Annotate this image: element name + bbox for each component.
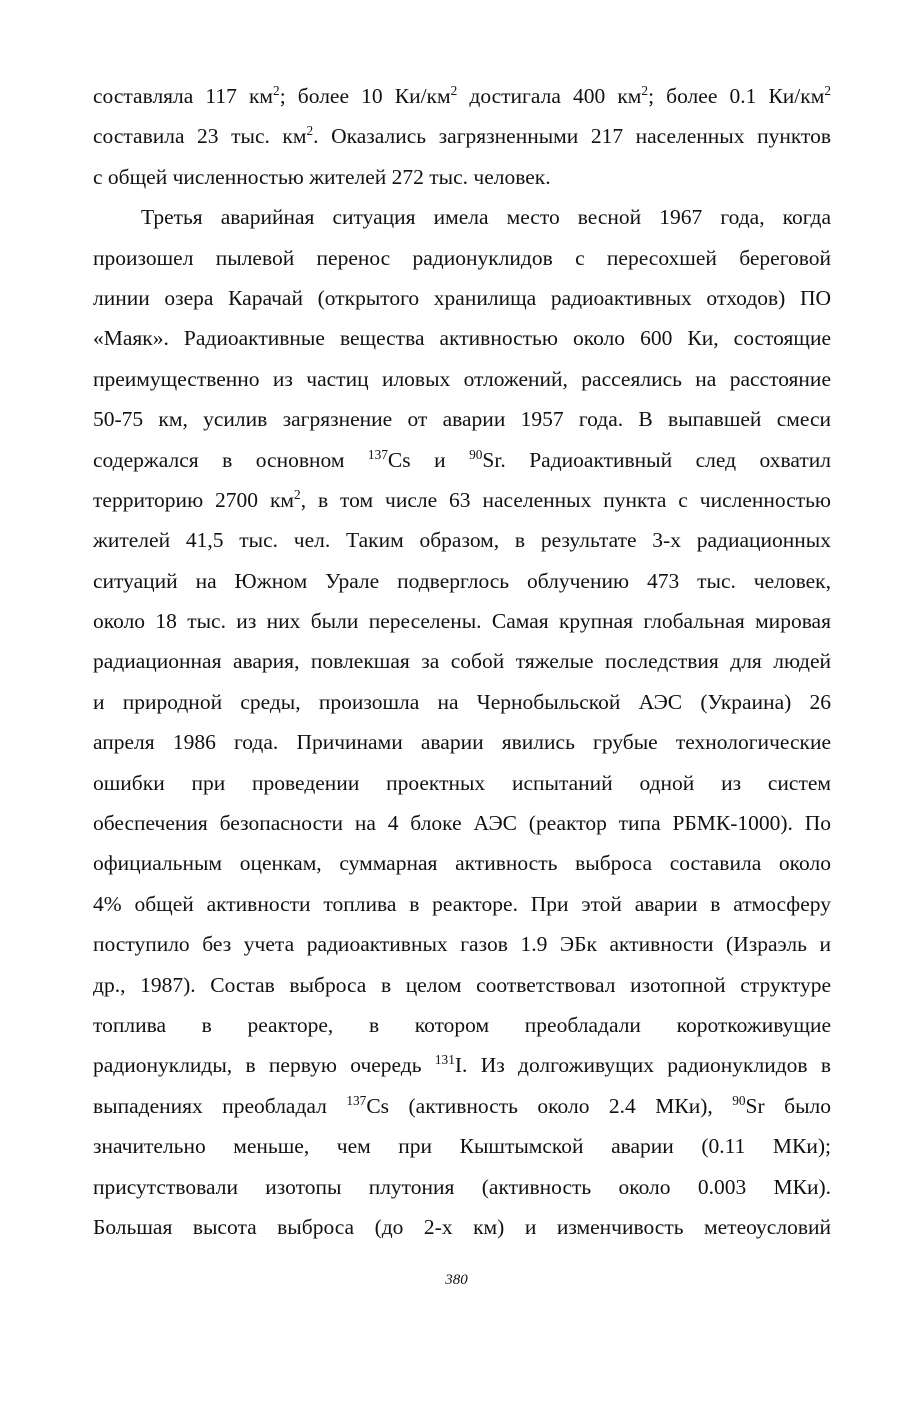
text-span: Cs (активность около 2.4 МКи), [366, 1093, 733, 1118]
text-span: I. Из долгоживущих радионуклидов в [454, 1053, 831, 1078]
text-line: др., 1987). Состав выброса в целом соответствовал изотопной структуре [93, 972, 831, 997]
text-span: Sr было [745, 1093, 831, 1118]
text-span: достигала 400 км [457, 84, 642, 108]
text-line: преимущественно из частиц иловых отложений, рассеялись на расстояние [93, 366, 831, 391]
text-line: поступило без учета радиоактивных газов 1.9 ЭБк активности (Израэль и [93, 932, 831, 957]
text-span: Cs и [387, 447, 470, 472]
text-line: обеспечения безопасности на 4 блоке АЭС (реактор типа РБМК-1000). По [93, 811, 831, 836]
text-span: Sr. Радиоактивный след охватил [482, 447, 831, 472]
superscript: 2 [641, 82, 649, 98]
text-line [93, 116, 831, 156]
superscript: 137 [367, 446, 388, 462]
text-span: ; более 0.1 Ки/км [648, 84, 825, 108]
text-line: радиационная авария, повлекшая за собой тяжелые последствия для людей [93, 649, 831, 674]
text-line [93, 1086, 831, 1126]
superscript: 2 [294, 486, 301, 502]
superscript: 131 [434, 1052, 455, 1068]
text-line: топлива в реакторе, в котором преобладали короткоживущие [93, 1012, 831, 1037]
superscript: 2 [273, 82, 280, 98]
text-span: . Оказались загрязненными 217 населенных пунктов [313, 124, 832, 149]
text-line: «Маяк». Радиоактивные вещества активностью около 600 Ки, состоящие [93, 326, 831, 351]
text-line [93, 480, 831, 520]
text-line: Третья аварийная ситуация имела место весной 1967 года, когда [141, 205, 831, 230]
text-line: апреля 1986 года. Причинами аварии явились грубые технологические [93, 730, 831, 755]
text-span: радионуклиды, в первую очередь [93, 1053, 435, 1078]
superscript: 137 [346, 1092, 367, 1108]
text-span: составила 23 тыс. км [93, 124, 307, 149]
text-line: ошибки при проведении проектных испытаний одной из систем [93, 770, 831, 795]
text-line: официальным оценкам, суммарная активность выброса составила около [93, 851, 831, 876]
superscript: 2 [306, 123, 314, 139]
text-line: жителей 41,5 тыс. чел. Таким образом, в результате 3-х радиационных [93, 528, 831, 553]
text-line: линии озера Карачай (открытого хранилища радиоактивных отходов) ПО [93, 285, 831, 310]
text-line: с общей численностью жителей 272 тыс. человек. [93, 164, 551, 189]
text-line: ситуаций на Южном Урале подверглось облучению 473 тыс. человек, [93, 568, 831, 593]
text-line [93, 1045, 831, 1085]
superscript: 2 [824, 82, 831, 98]
text-span: содержался в основном [93, 447, 368, 472]
text-line: 4% общей активности топлива в реакторе. При этой аварии в атмосферу [93, 891, 831, 916]
body-text [93, 76, 831, 1247]
text-line: и природной среды, произошла на Чернобыльской АЭС (Украина) 26 [93, 689, 831, 714]
text-line [93, 440, 831, 480]
text-line: около 18 тыс. из них были переселены. Самая крупная глобальная мировая [93, 609, 831, 634]
text-line: произошел пылевой перенос радионуклидов с пересохшей береговой [93, 245, 831, 270]
superscript: 2 [450, 82, 458, 98]
text-span: ; более 10 Ки/км [279, 84, 451, 108]
text-span: составляла 117 км [93, 84, 274, 108]
text-line: 50-75 км, усилив загрязнение от аварии 1957 года. В выпавшей смеси [93, 407, 831, 432]
page-number: 380 [445, 1272, 468, 1288]
superscript: 90 [732, 1092, 746, 1108]
text-line: присутствовали изотопы плутония (активность около 0.003 МКи). [93, 1174, 831, 1199]
text-line: значительно меньше, чем при Кыштымской аварии (0.11 МКи); [93, 1134, 831, 1159]
text-span: , в том числе 63 населенных пункта с численностью [300, 487, 831, 512]
text-line [93, 76, 831, 116]
superscript: 90 [469, 446, 483, 462]
text-line: Большая высота выброса (до 2-х км) и изменчивость метеоусловий [93, 1214, 831, 1239]
text-span: территорию 2700 км [93, 487, 295, 512]
text-span: выпадениях преобладал [93, 1093, 347, 1118]
